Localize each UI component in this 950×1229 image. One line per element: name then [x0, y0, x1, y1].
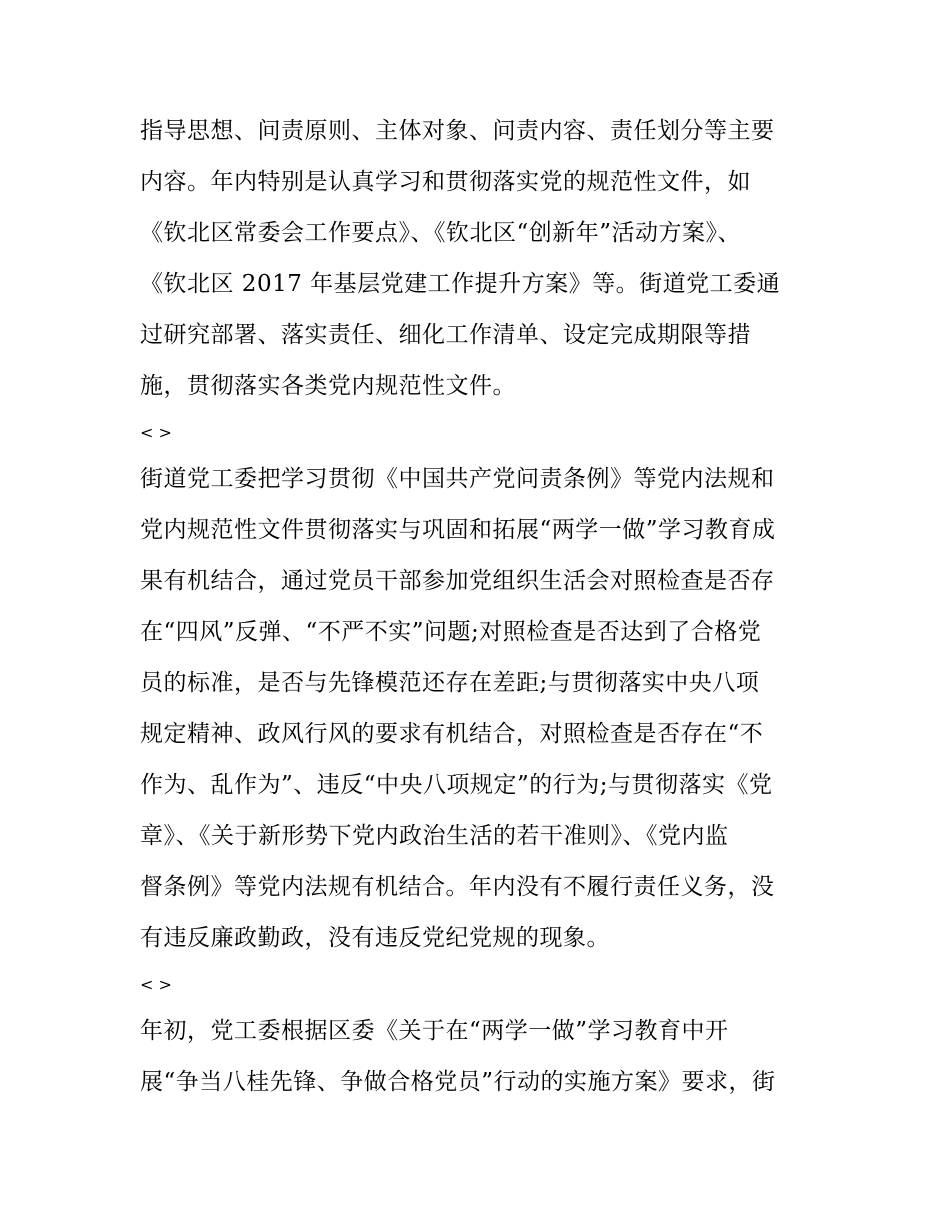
text-line: 在“四风”反弹、“不严不实”问题;对照检查是否达到了合格党 — [140, 619, 762, 645]
text-line: 督条例》等党内法规有机结合。年内没有不履行责任义务，没 — [140, 874, 775, 900]
paragraph-2 — [140, 454, 812, 964]
text-line: 党内规范性文件贯彻落实与巩固和拓展“两学一做”学习教育成 — [140, 517, 776, 543]
separator-marker: < > — [140, 423, 172, 442]
text-line: 街道党工委把学习贯彻《中国共产党问责条例》等党内法规和 — [140, 466, 775, 492]
paragraph-1 — [140, 106, 812, 412]
text-line: 作为、乱作为”、违反“中央八项规定”的行为;与贯彻落实《党 — [140, 772, 773, 798]
text-line: 规定精神、政风行风的要求有机结合，对照检查是否存在“不 — [140, 721, 764, 747]
text-line: 内容。年内特别是认真学习和贯彻落实党的规范性文件，如 — [140, 169, 751, 195]
text-line: 果有机结合，通过党员干部参加党组织生活会对照检查是否存 — [140, 568, 775, 594]
text-line: 过研究部署、落实责任、细化工作清单、设定完成期限等措 — [140, 322, 751, 348]
text-line: 《钦北区 2017 年基层党建工作提升方案》等。街道党工委通 — [140, 271, 781, 297]
text-line: 员的标准，是否与先锋模范还存在差距;与贯彻落实中央八项 — [140, 670, 760, 696]
separator-marker: < > — [140, 975, 172, 994]
paragraph-3 — [140, 1006, 812, 1108]
text-line: 展“争当八桂先锋、争做合格党员”行动的实施方案》要求，街 — [140, 1069, 776, 1095]
text-line: 年初，党工委根据区委《关于在“两学一做”学习教育中开 — [140, 1018, 729, 1044]
text-line: 章》、《关于新形势下党内政治生活的若干准则》、《党内监 — [140, 823, 729, 849]
text-line: 有违反廉政勤政，没有违反党纪党规的现象。 — [140, 925, 610, 951]
text-line: 指导思想、问责原则、主体对象、问责内容、责任划分等主要 — [140, 118, 775, 144]
text-line: 《钦北区常委会工作要点》、《钦北区“创新年”活动方案》、 — [140, 220, 742, 246]
text-line: 施，贯彻落实各类党内规范性文件。 — [140, 373, 516, 399]
document-page — [140, 106, 812, 1108]
